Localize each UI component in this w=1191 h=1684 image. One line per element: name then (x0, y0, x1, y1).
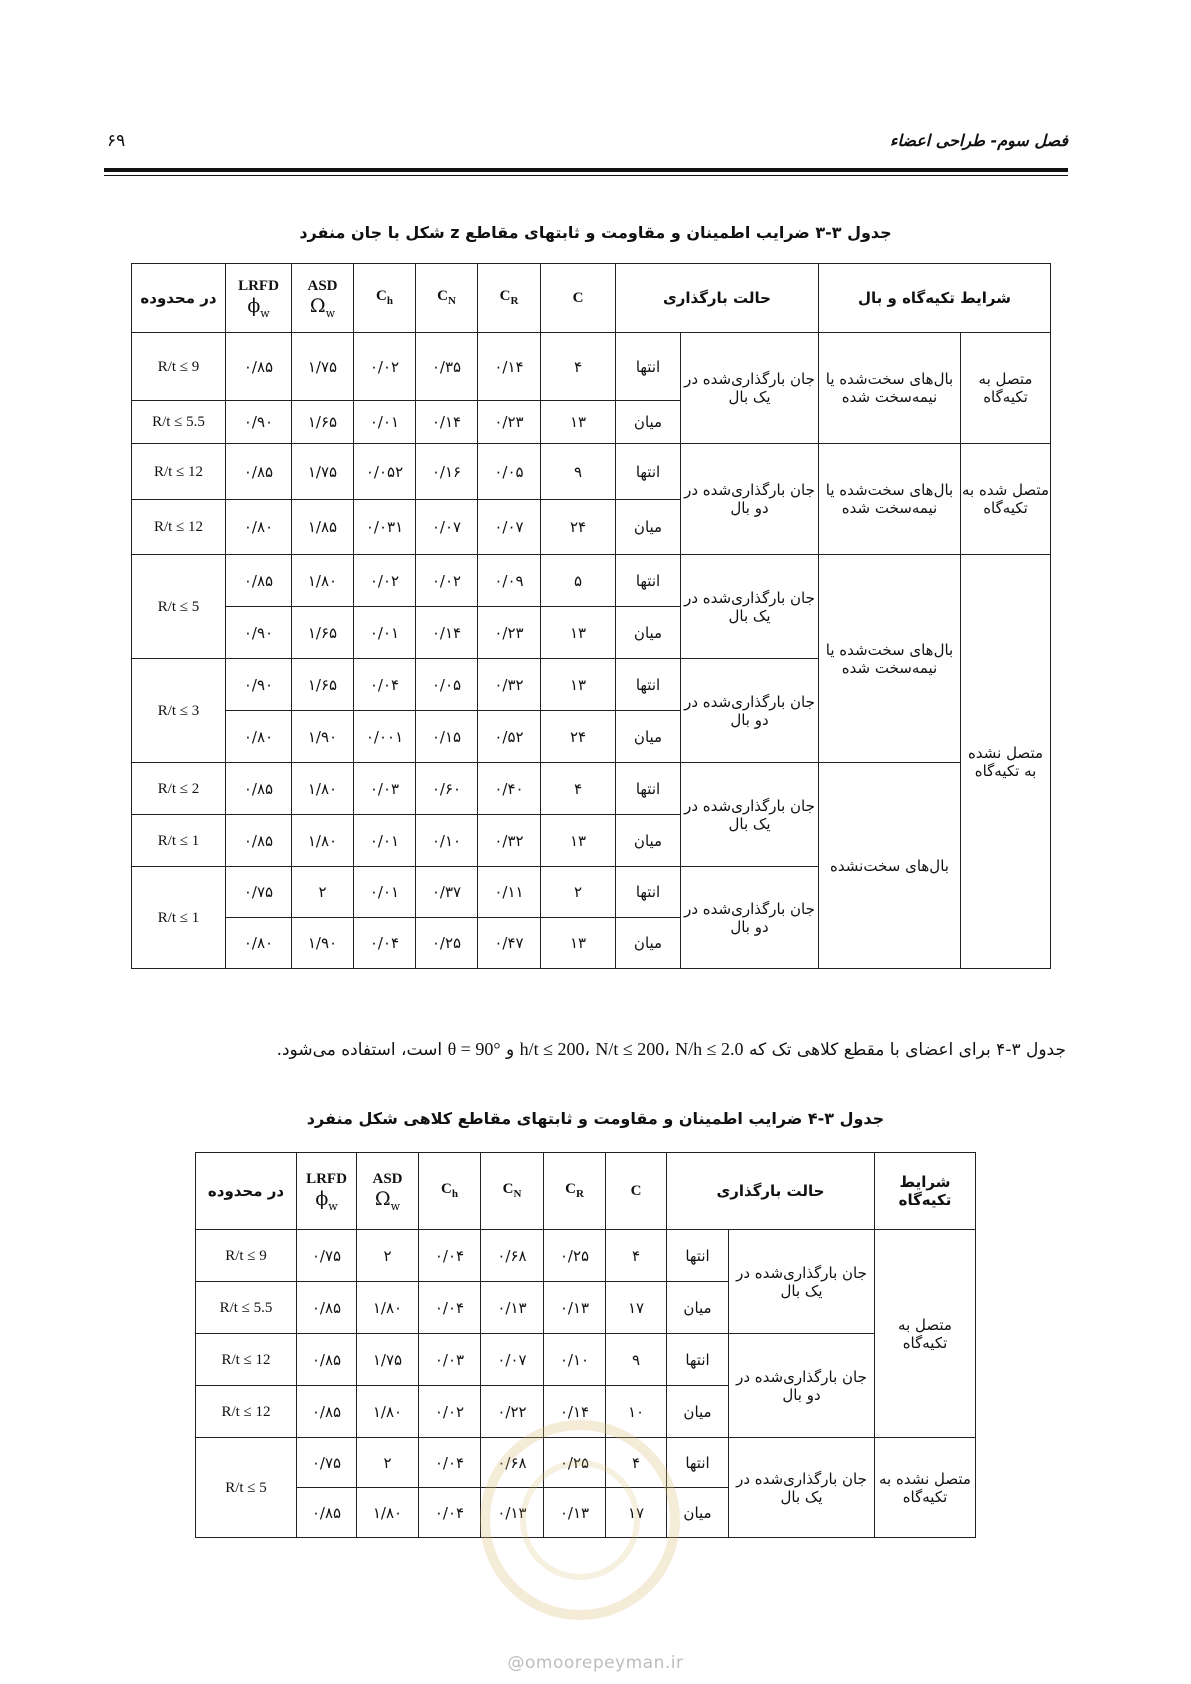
loading-cell: جان بارگذاری‌شده در یک بال (681, 555, 819, 659)
asd-cell: ۲ (357, 1438, 419, 1488)
position-cell: میان (667, 1488, 729, 1538)
c-cell: ۹ (606, 1334, 667, 1386)
asd-cell: ۱/۸۰ (357, 1282, 419, 1334)
range-cell: R/t ≤ 1 (132, 815, 226, 867)
c-cell: ۱۳ (541, 659, 616, 711)
asd-cell: ۱/۶۵ (292, 401, 354, 444)
position-cell: انتها (667, 1438, 729, 1488)
support-cell: متصل نشده به تکیه‌گاه (875, 1438, 976, 1538)
cn-cell: ۰/۶۸ (481, 1230, 544, 1282)
header-support: شرایط تکیه‌گاه (875, 1153, 976, 1230)
c-cell: ۴ (606, 1230, 667, 1282)
cr-cell: ۰/۲۵ (544, 1230, 606, 1282)
header-loading: حالت بارگذاری (616, 264, 819, 333)
range-cell: R/t ≤ 5.5 (196, 1282, 297, 1334)
range-cell: R/t ≤ 1 (132, 867, 226, 969)
cr-cell: ۰/۱۴ (478, 333, 541, 401)
c-cell: ۱۳ (541, 815, 616, 867)
asd-cell: ۱/۹۰ (292, 918, 354, 969)
cn-cell: ۰/۳۵ (416, 333, 478, 401)
cr-cell: ۰/۱۴ (544, 1386, 606, 1438)
table-row (132, 555, 1051, 607)
page-number: ۶۹ (107, 131, 126, 151)
lrfd-cell: ۰/۸۰ (226, 500, 292, 555)
ch-cell: ۰/۰۴ (419, 1230, 481, 1282)
lrfd-cell: ۰/۸۵ (226, 333, 292, 401)
header-range: در محدوده (196, 1153, 297, 1230)
math-nh: N/h ≤ 2.0 (675, 1039, 744, 1059)
asd-cell: ۱/۸۰ (357, 1386, 419, 1438)
cn-cell: ۰/۱۴ (416, 607, 478, 659)
ch-cell: ۰/۰۱ (354, 401, 416, 444)
cn-cell: ۰/۰۷ (416, 500, 478, 555)
footer-website: @omoorepeyman.ir (507, 1653, 684, 1673)
c-cell: ۱۷ (606, 1282, 667, 1334)
table1-caption: جدول ۳-۳ ضرایب اطمینان و مقاومت و ثابتهای مقاطع z شکل با جان منفرد (299, 223, 892, 242)
asd-cell: ۱/۶۵ (292, 659, 354, 711)
loading-cell: جان بارگذاری‌شده در دو بال (681, 659, 819, 763)
lrfd-cell: ۰/۸۵ (226, 763, 292, 815)
lrfd-cell: ۰/۸۵ (297, 1334, 357, 1386)
ch-cell: ۰/۰۱ (354, 815, 416, 867)
lrfd-cell: ۰/۸۵ (297, 1488, 357, 1538)
position-cell: میان (616, 607, 681, 659)
cr-cell: ۰/۳۲ (478, 659, 541, 711)
header-lrfd: LRFD $\phi_w$ (226, 264, 292, 333)
table-row (132, 444, 1051, 500)
range-cell: R/t ≤ 5.5 (132, 401, 226, 444)
range-cell: R/t ≤ 9 (196, 1230, 297, 1282)
position-cell: انتها (616, 444, 681, 500)
cn-cell: ۰/۲۵ (416, 918, 478, 969)
table1 (131, 263, 1051, 969)
range-cell: R/t ≤ 12 (132, 500, 226, 555)
c-cell: ۱۳ (541, 401, 616, 444)
asd-cell: ۱/۸۰ (292, 815, 354, 867)
position-cell: میان (616, 711, 681, 763)
position-cell: میان (667, 1386, 729, 1438)
range-cell: R/t ≤ 5 (196, 1438, 297, 1538)
lrfd-cell: ۰/۸۵ (297, 1386, 357, 1438)
lrfd-cell: ۰/۹۰ (226, 607, 292, 659)
range-cell: R/t ≤ 9 (132, 333, 226, 401)
header-ch: $C_h$ (419, 1153, 481, 1230)
asd-cell: ۱/۸۰ (292, 555, 354, 607)
lrfd-cell: ۰/۸۵ (226, 555, 292, 607)
c-cell: ۵ (541, 555, 616, 607)
support-cell: متصل شده به تکیه‌گاه (961, 444, 1051, 555)
ch-cell: ۰/۰۲ (354, 555, 416, 607)
math-nt: N/t ≤ 200 (595, 1039, 665, 1059)
support-cell: متصل نشده به تکیه‌گاه (961, 555, 1051, 969)
ch-cell: ۰/۰۴ (419, 1438, 481, 1488)
cn-cell: ۰/۲۲ (481, 1386, 544, 1438)
range-cell: R/t ≤ 3 (132, 659, 226, 763)
watermark-seal-inner (520, 1460, 640, 1580)
position-cell: میان (616, 815, 681, 867)
flange-cell: بال‌های سخت‌شده یا نیمه‌سخت شده (819, 555, 961, 763)
c-cell: ۲۴ (541, 711, 616, 763)
loading-cell: جان بارگذاری‌شده در یک بال (729, 1438, 875, 1538)
c-cell: ۱۳ (541, 918, 616, 969)
lrfd-cell: ۰/۹۰ (226, 659, 292, 711)
chapter-title: فصل سوم- طراحی اعضاء (889, 131, 1068, 150)
c-cell: ۲۴ (541, 500, 616, 555)
range-cell: R/t ≤ 5 (132, 555, 226, 659)
flange-cell: بال‌های سخت‌شده یا نیمه‌سخت شده (819, 444, 961, 555)
ch-cell: ۰/۰۴ (354, 918, 416, 969)
header-ch: $C_h$ (354, 264, 416, 333)
flange-cell: بال‌های سخت‌شده یا نیمه‌سخت شده (819, 333, 961, 444)
lrfd-cell: ۰/۸۵ (297, 1282, 357, 1334)
lrfd-cell: ۰/۹۰ (226, 401, 292, 444)
cn-cell: ۰/۰۲ (416, 555, 478, 607)
ch-cell: ۰/۰۳ (354, 763, 416, 815)
lrfd-cell: ۰/۸۵ (226, 815, 292, 867)
body-paragraph: جدول ۳-۴ برای اعضای با مقطع کلاهی تک که h/t ≤ 200، N/t ≤ 200، N/h ≤ 2.0 و θ = 90° است، استفاده می‌شود. (276, 1039, 1066, 1060)
range-cell: R/t ≤ 12 (132, 444, 226, 500)
asd-cell: ۲ (357, 1230, 419, 1282)
cr-cell: ۰/۱۰ (544, 1334, 606, 1386)
position-cell: میان (616, 500, 681, 555)
c-cell: ۴ (541, 763, 616, 815)
header-asd: ASD $\Omega_w$ (357, 1153, 419, 1230)
header-loading: حالت بارگذاری (667, 1153, 875, 1230)
c-cell: ۴ (541, 333, 616, 401)
asd-cell: ۱/۷۵ (357, 1334, 419, 1386)
loading-cell: جان بارگذاری‌شده در یک بال (681, 763, 819, 867)
position-cell: انتها (667, 1334, 729, 1386)
support-cell: متصل به تکیه‌گاه (961, 333, 1051, 444)
range-cell: R/t ≤ 2 (132, 763, 226, 815)
c-cell: ۴ (606, 1438, 667, 1488)
lrfd-cell: ۰/۸۰ (226, 711, 292, 763)
cn-cell: ۰/۰۵ (416, 659, 478, 711)
header-support: شرایط تکیه‌گاه و بال (819, 264, 1051, 333)
header-c: C (541, 264, 616, 333)
lrfd-cell: ۰/۷۵ (226, 867, 292, 918)
c-cell: ۲ (541, 867, 616, 918)
cr-cell: ۰/۱۱ (478, 867, 541, 918)
header-cn: $C_N$ (481, 1153, 544, 1230)
c-cell: ۱۷ (606, 1488, 667, 1538)
cr-cell: ۰/۱۳ (544, 1282, 606, 1334)
header-rule (104, 168, 1068, 172)
cn-cell: ۰/۱۳ (481, 1282, 544, 1334)
cr-cell: ۰/۴۰ (478, 763, 541, 815)
range-cell: R/t ≤ 12 (196, 1386, 297, 1438)
table2-header-row (196, 1153, 976, 1230)
ch-cell: ۰/۰۴ (354, 659, 416, 711)
header-cr: $C_R$ (544, 1153, 606, 1230)
flange-cell: بال‌های سخت‌نشده (819, 763, 961, 969)
lrfd-cell: ۰/۸۵ (226, 444, 292, 500)
cn-cell: ۰/۱۵ (416, 711, 478, 763)
c-cell: ۱۰ (606, 1386, 667, 1438)
asd-cell: ۱/۸۵ (292, 500, 354, 555)
position-cell: انتها (667, 1230, 729, 1282)
cr-cell: ۰/۰۹ (478, 555, 541, 607)
table2-caption: جدول ۳-۴ ضرایب اطمینان و مقاومت و ثابتهای مقاطع کلاهی شکل منفرد (306, 1109, 885, 1128)
header-cr: $C_R$ (478, 264, 541, 333)
cn-cell: ۰/۱۶ (416, 444, 478, 500)
lrfd-cell: ۰/۷۵ (297, 1438, 357, 1488)
asd-cell: ۱/۶۵ (292, 607, 354, 659)
position-cell: انتها (616, 333, 681, 401)
range-cell: R/t ≤ 12 (196, 1334, 297, 1386)
header-cn: $C_N$ (416, 264, 478, 333)
c-cell: ۱۳ (541, 607, 616, 659)
cr-cell: ۰/۴۷ (478, 918, 541, 969)
cr-cell: ۰/۵۲ (478, 711, 541, 763)
cr-cell: ۰/۳۲ (478, 815, 541, 867)
cn-cell: ۰/۶۸ (481, 1438, 544, 1488)
math-ht: h/t ≤ 200 (519, 1039, 585, 1059)
ch-cell: ۰/۰۰۱ (354, 711, 416, 763)
position-cell: انتها (616, 867, 681, 918)
cn-cell: ۰/۰۷ (481, 1334, 544, 1386)
position-cell: انتها (616, 555, 681, 607)
ch-cell: ۰/۰۳۱ (354, 500, 416, 555)
header-asd: ASD $\Omega_w$ (292, 264, 354, 333)
table1-header-row (132, 264, 1051, 333)
lrfd-cell: ۰/۸۰ (226, 918, 292, 969)
ch-cell: ۰/۰۴ (419, 1488, 481, 1538)
ch-cell: ۰/۰۲ (419, 1386, 481, 1438)
asd-cell: ۱/۹۰ (292, 711, 354, 763)
cn-cell: ۰/۳۷ (416, 867, 478, 918)
loading-cell: جان بارگذاری‌شده در دو بال (681, 444, 819, 555)
cn-cell: ۰/۱۳ (481, 1488, 544, 1538)
loading-cell: جان بارگذاری‌شده در یک بال (729, 1230, 875, 1334)
ch-cell: ۰/۰۱ (354, 607, 416, 659)
loading-cell: جان بارگذاری‌شده در دو بال (681, 867, 819, 969)
position-cell: میان (616, 401, 681, 444)
position-cell: میان (667, 1282, 729, 1334)
cr-cell: ۰/۲۳ (478, 607, 541, 659)
header-rule-thin (104, 175, 1068, 176)
support-cell: متصل به تکیه‌گاه (875, 1230, 976, 1438)
table-row (132, 763, 1051, 815)
ch-cell: ۰/۰۳ (419, 1334, 481, 1386)
loading-cell: جان بارگذاری‌شده در یک بال (681, 333, 819, 444)
header-c: C (606, 1153, 667, 1230)
asd-cell: ۱/۷۵ (292, 444, 354, 500)
table-row (196, 1334, 976, 1386)
table-row (196, 1230, 976, 1282)
cn-cell: ۰/۱۴ (416, 401, 478, 444)
cr-cell: ۰/۲۳ (478, 401, 541, 444)
asd-cell: ۱/۸۰ (357, 1488, 419, 1538)
cn-cell: ۰/۶۰ (416, 763, 478, 815)
cn-cell: ۰/۱۰ (416, 815, 478, 867)
c-cell: ۹ (541, 444, 616, 500)
header-lrfd: LRFD $\phi_w$ (297, 1153, 357, 1230)
position-cell: میان (616, 918, 681, 969)
cr-cell: ۰/۰۵ (478, 444, 541, 500)
math-theta: θ = 90° (447, 1039, 501, 1059)
cr-cell: ۰/۰۷ (478, 500, 541, 555)
lrfd-cell: ۰/۷۵ (297, 1230, 357, 1282)
cr-cell: ۰/۱۳ (544, 1488, 606, 1538)
ch-cell: ۰/۰۲ (354, 333, 416, 401)
ch-cell: ۰/۰۴ (419, 1282, 481, 1334)
loading-cell: جان بارگذاری‌شده در دو بال (729, 1334, 875, 1438)
asd-cell: ۲ (292, 867, 354, 918)
header-range: در محدوده (132, 264, 226, 333)
position-cell: انتها (616, 763, 681, 815)
ch-cell: ۰/۰۱ (354, 867, 416, 918)
table-row (132, 333, 1051, 401)
asd-cell: ۱/۷۵ (292, 333, 354, 401)
position-cell: انتها (616, 659, 681, 711)
asd-cell: ۱/۸۰ (292, 763, 354, 815)
ch-cell: ۰/۰۵۲ (354, 444, 416, 500)
cr-cell: ۰/۲۵ (544, 1438, 606, 1488)
